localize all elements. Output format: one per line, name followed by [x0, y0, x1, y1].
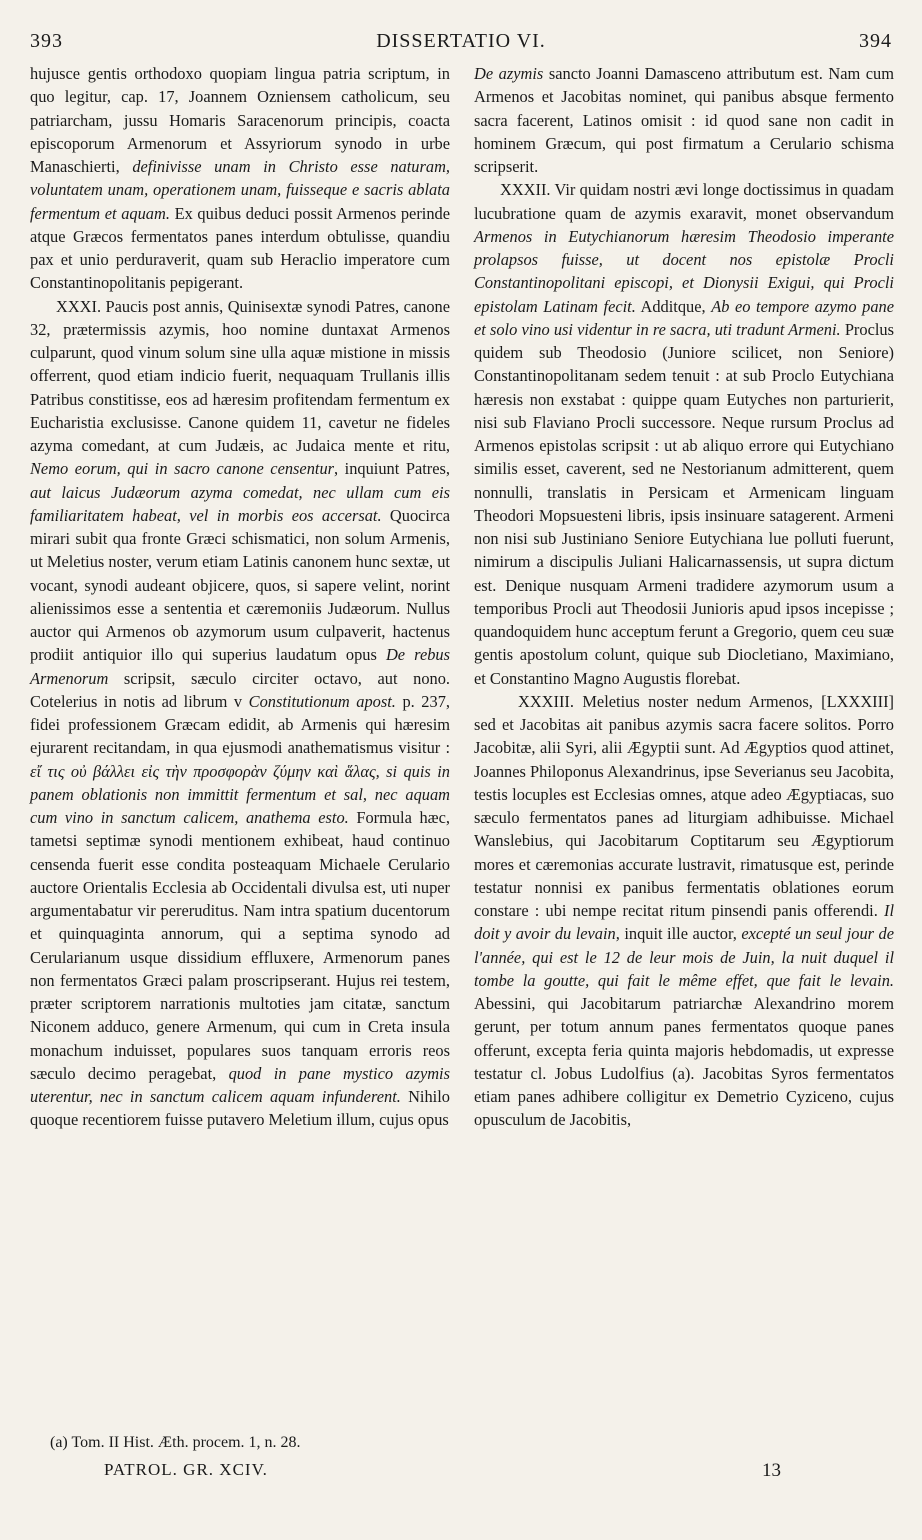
italic-text-run: quod in pane mystico azymis uterentur, nec in sanctum calicem aquam infunderent.: [30, 1063, 450, 1106]
text-run: XXXII. Vir quidam nostri ævi longe doctissimus in quadam lucubratione quam de azymis exaravit, monet observandum: [474, 180, 894, 223]
page-number-right: 394: [859, 30, 892, 52]
greek-text-run: εἴ τις οὐ βάλλει εἰς τὴν προσφορὰν ζύμην καὶ ἅλας,: [30, 761, 380, 781]
paragraph: [474, 62, 894, 178]
running-head: [30, 30, 892, 58]
text-run: Additque,: [635, 296, 712, 316]
italic-text-run: De rebus Armenorum: [30, 645, 450, 688]
text-run: Abessini, qui Jacobitarum patriarchæ Alexandrino morem gerunt, per totum annum panes fermentatos quoque panes offerunt, excepta feria quinta majoris hebdomadis, ut expresse testatur cl. Jobus Ludolfius (a). Jacobitas Syros fermentatos etiam panes adhibere colligitur ex Demetrio Cyziceno, cujus opusculum de Jacobitis,: [474, 994, 894, 1130]
page-number-left: 393: [30, 30, 63, 52]
text-run: Proclus quidem sub Theodosio (Juniore scilicet, non Seniore) Constantinopolitanam sedem tenuit : at sub Proclo Eutychiana hæresis non exstabat : quippe quam Eutyches non parturierit, nisi sub Flaviano Procli successore. Neque rursum Proclus ad Armenos epistolas scripsit : ut ab aliquo errore qui Eutychiano similis esset, caverent, sed ne Nestorianum admitterent, quem nonnulli, translatis in Persicam et Armenicam linguam Theodori Mopsuesteni libris, ipsis insinuare satagerent. Armeni non nisi sub Justiniano Seniore Eutychiana lue polluti fuerunt, nimirum a discipulis Juliani Halicarnassensis, ut supra dictum est. Denique nusquam Armeni tradidere azymorum usum a temporibus Procli aut Theodosii Junioris apud ipsos incepisse ; quandoquidem hunc acceptum ferunt a Gregorio, quem ceu suæ gentis apostolum colunt, quique sub Diocletiano, Maximiano, et Constantino Magno Augustis florebat.: [474, 319, 894, 688]
italic-text-run: definivisse unam in Christo esse naturam, voluntatem unam, operationem unam, fuisseque e sacris ablata fermentum et aquam.: [30, 157, 450, 223]
italic-text-run: excepté un seul jour de l'année, qui est le 12 de leur mois de Juin, la nuit duquel il tombe la goutte, qui fait le même effet, que fait le levain.: [474, 924, 894, 990]
paragraph: [30, 295, 450, 1132]
paragraph: [30, 62, 450, 295]
text-run: Quocirca mirari subit qua fronte Græci schismatici, non solum Armenis, ut Meletius noster, verum etiam Latinis canonem hunc sextæ, ut vocant, synodi audeant objicere, quos, si sapere velint, norint alienissimos esse a sententia et cæremoniis Judæorum. Nullus auctor qui Armenos ob azymorum usum culpaverit, hactenus prodiit antiquior illo qui superius laudatum opus: [30, 505, 450, 665]
italic-text-run: De azymis: [474, 64, 544, 83]
italic-text-run: Constitutionum apost.: [248, 691, 396, 711]
italic-text-run: Armenos in Eutychianorum hæresim Theodosio imperante prolapsos fuisse, ut docent nos epistolæ Procli Constantinopolitani episcopi, et Dionysii Exigui, qui Procli epistolam Latinam fecit.: [474, 226, 894, 316]
paragraph: [474, 690, 894, 1132]
signature-mark: 13: [762, 1460, 781, 1481]
italic-text-run: Nemo eorum, qui in sacro canone censentur: [30, 459, 335, 479]
footnote: (a) Tom. II Hist. Æth. procem. 1, n. 28.: [50, 1434, 301, 1451]
text-run: p. 237, fidei professionem Græcam edidit, ab Armenis qui hæresim ejurarent recitandam, in qua ejusmodi anathematismus visitur :: [30, 691, 450, 758]
text-run: Ex quibus deduci possit Armenos perinde atque Græcos fermentatos panes interdum obtulisse, quandiu pax et unio perduraverit, quam sub Heraclio imperatore cum Constantinopolitanis pepigerant.: [30, 203, 450, 293]
text-run: Nihilo quoque recentiorem fuisse putavero Meletium illum, cujus opus: [30, 1087, 450, 1130]
text-run: inquit ille auctor,: [619, 924, 742, 944]
italic-text-run: si quis in panem oblationis non immittit fermentum et sal, nec aquam cum vino in sanctum calicem, anathema esto.: [30, 761, 450, 827]
italic-text-run: Ab eo tempore azymo pane et solo vino usi videntur in re sacra, uti tradunt Armeni.: [474, 296, 894, 339]
text-run: scripsit, sæculo circiter octavo, aut nono. Cotelerius in notis ad librum v: [30, 668, 450, 711]
text-run: XXXIII. Meletius noster nedum Armenos, [LXXXIII] sed et Jacobitas ait panibus azymis sacra facere solitos. Porro Jacobitæ, alii Syri, alii Ægyptii sunt. Ad Ægyptios quod attinet, Joannes Philoponus Alexandrinus, ipse Severianus seu Jacobita, testis locuples est Ecclesias omnes, atque adeo Ægyptiacas, suo sæculo fermentatos panes ad liturgiam adhibuisse. Michael Wanslebius, qui Jacobitarum Coptitarum seu Ægyptiorum mores et cæremonias accurate lustravit, rimatusque est, perinde testatur nonnisi ex panibus fermentatis oblationes eorum constare : ubi nempe recitat ritum pinsendi panis offerendi.: [474, 691, 894, 920]
text-run: XXXI. Paucis post annis, Quinisextæ synodi Patres, canone 32, prætermissis azymis, hoo nomine duntaxat Armenos culparunt, quod vinum solum sine ulla aquæ mistione in missis offerrent, quod etiam indicio fuerit, nequaquam Trullanis illis Patribus constitisse, eos ad hæresim profitendam fermentum ex Eucharistia exclusisse. Canone quidem 11, cavetur ne fideles azyma comedant, at cum Judæis, ac Judaica mente et ritu,: [30, 296, 450, 455]
right-text-column: [474, 62, 894, 1132]
italic-text-run: aut laicus Judæorum azyma comedat, nec ullam cum eis familiaritatem habeat, vel in morbis eos accersat.: [30, 482, 450, 525]
running-title: DISSERTATIO VI.: [376, 30, 546, 52]
left-text-column: [30, 62, 450, 1132]
patrologia-imprint: PATROL. GR. XCIV.: [104, 1460, 268, 1479]
text-run: , inquiunt Patres,: [334, 459, 450, 479]
text-run: Formula hæc, tametsi septimæ synodi mentionem exhibeat, haud continuo censenda fuerit esse condita posteaquam Michaele Cerulario auctore Orientalis Ecclesia ab Occidentali divulsa est, uti nuper argumentabatur vir pereruditus. Nam intra spatium ducentorum et quinquaginta annorum, qui a septima synodo ad Cerularianum usque dissidium effluxere, Armenorum panes non fermentatos Græci palam proscripserant. Hujus rei testem, præter scriptorem narrationis multoties jam citatæ, sanctum Niconem adduco, genere Armenum, qui cum in Creta insula monachum induisset, populares suos tanquam erroris reos sæculo decimo peragebat,: [30, 808, 450, 1083]
text-run: sancto Joanni Damasceno attributum est. Nam cum Armenos et Jacobitas nominet, qui panibus absque fermento sacra facerent, Latinos omisit : id quod sane non cadit in hominem Græcum, qui post firmatum a Cerulario schisma scripserit.: [474, 64, 894, 176]
italic-text-run: Il doit y avoir du levain,: [474, 901, 894, 944]
paragraph: [474, 178, 894, 690]
text-run: hujusce gentis orthodoxo quopiam lingua patria scriptum, in quo legitur, cap. 17, Joannem Ozniensem catholicum, seu patriarcham, jussu Homaris Saracenorum principis, coacta episcoporum Armenorum et Assyriorum synodo in urbe Manaschierti,: [30, 64, 450, 176]
